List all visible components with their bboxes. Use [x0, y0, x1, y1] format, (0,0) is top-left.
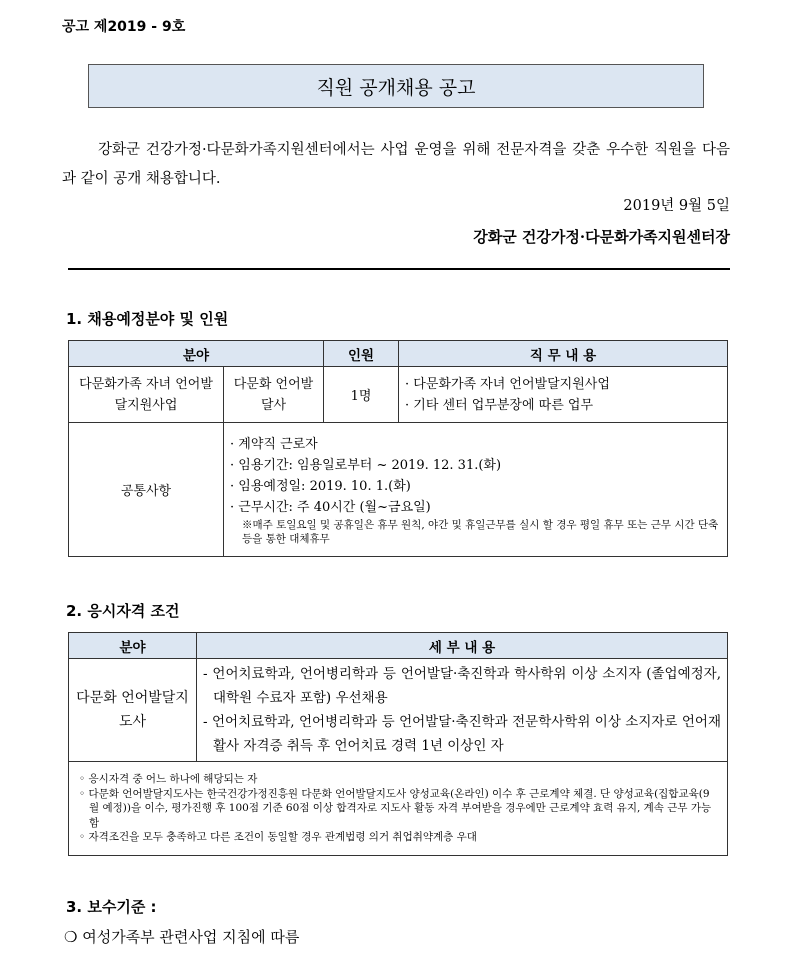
field-position: 다문화 언어발달사 — [224, 367, 324, 423]
note-item: ◦ 응시자격 중 어느 하나에 해당되는 자 — [79, 773, 258, 786]
section3-heading: 3. 보수기준 : — [66, 898, 157, 916]
title-text: 직원 공개채용 공고 — [316, 76, 476, 99]
qualification-table — [68, 632, 728, 856]
qualification-field: 다문화 언어발달지도사 — [69, 659, 197, 762]
header-field: 분야 — [69, 633, 197, 659]
divider — [68, 268, 730, 270]
common-item: · 임용기간: 임용일로부터 ~ 2019. 12. 31.(화) — [230, 457, 502, 473]
detail-item: - 언어치료학과, 언어병리학과 등 언어발달·축진학과 학사학위 이상 소지자 (졸업예정자, 대학원 수료자 포함) 우선채용 — [203, 666, 721, 706]
duty-item: · 다문화가족 자녀 언어발달지원사업 — [405, 376, 610, 392]
field-program: 다문화가족 자녀 언어발달지원사업 — [69, 367, 224, 423]
notice-date: 2019년 9월 5일 — [623, 198, 730, 214]
notice-number: 공고 제2019 - 9호 — [62, 19, 186, 35]
headcount: 1명 — [324, 367, 399, 423]
header-count: 인원 — [324, 341, 399, 367]
header-duties: 직 무 내 용 — [399, 341, 728, 367]
page-title — [88, 64, 704, 108]
common-item: · 계약직 근로자 — [230, 436, 318, 452]
common-label: 공통사항 — [69, 423, 224, 557]
signer: 강화군 건강가정·다문화가족지원센터장 — [473, 228, 730, 246]
qualification-details — [197, 659, 728, 762]
recruitment-table — [68, 340, 728, 557]
notes-cell — [69, 762, 728, 856]
header-details: 세 부 내 용 — [197, 633, 728, 659]
common-items-cell — [224, 423, 728, 557]
duty-item: · 기타 센터 업무분장에 따른 업무 — [405, 397, 594, 413]
duties-cell — [399, 367, 728, 423]
intro-paragraph: 강화군 건강가정·다문화가족지원센터에서는 사업 운영을 위해 전문자격을 갖춘 우수한 직원을 다음과 같이 공개 채용합니다. — [62, 142, 730, 187]
section2-heading: 2. 응시자격 조건 — [66, 602, 180, 620]
note-item: ◦ 자격조건을 모두 충족하고 다른 조건이 동일할 경우 관계법령 의거 취업취약계층 우대 — [79, 831, 477, 844]
common-item: · 근무시간: 주 40시간 (월~금요일) — [230, 499, 431, 515]
header-field: 분야 — [69, 341, 324, 367]
common-item: · 임용예정일: 2019. 10. 1.(화) — [230, 478, 411, 494]
pay-standard: ❍ 여성가족부 관련사업 지침에 따름 — [64, 928, 300, 946]
detail-item: - 언어치료학과, 언어병리학과 등 언어발달·축진학과 전문학사학위 이상 소지자로 언어재활사 자격증 취득 후 언어치료 경력 1년 이상인 자 — [203, 714, 721, 754]
section1-heading: 1. 채용예정분야 및 인원 — [66, 310, 229, 328]
common-note: ※매주 토일요일 및 공휴일은 휴무 원칙, 야간 및 휴일근무를 실시 할 경우 평일 휴무 또는 근무 시간 단축 등을 통한 대체휴무 — [242, 518, 719, 545]
note-item: ◦ 다문화 언어발달지도사는 한국건강가정진흥원 다문화 언어발달지도사 양성교육(온라인) 이수 후 근로계약 체결. 단 양성교육(집합교육(9월 예정))을 이수, 평가진행 후 100점 기준 60점 이상 합격자로 지도사 활동 자격 부여받을 경우에만 근로계약 효력 유지, 계속 근무 가능함 — [79, 787, 712, 829]
